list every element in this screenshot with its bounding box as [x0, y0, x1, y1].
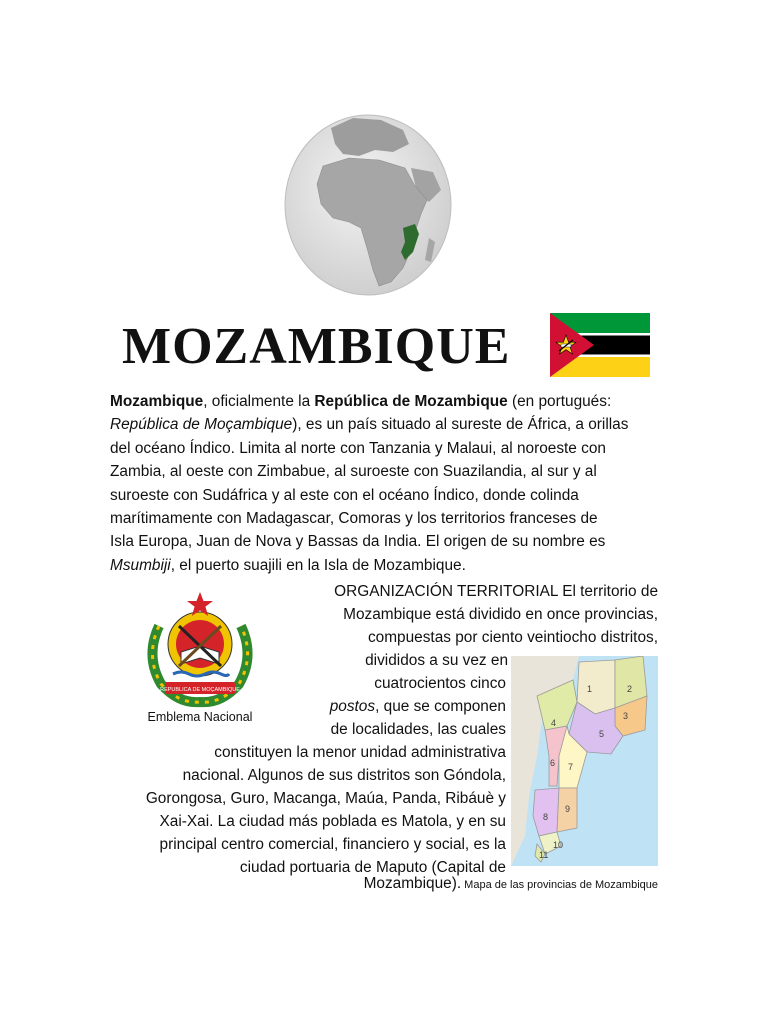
- org-line: Mozambique está dividido en once provincias,: [343, 606, 658, 623]
- org-last-line: Mozambique). Mapa de las provincias de Mozambique: [363, 875, 658, 892]
- org-line: ORGANIZACIÓN TERRITORIAL El territorio de: [334, 583, 658, 600]
- map-label: 6: [550, 758, 556, 768]
- map-label: 10: [553, 840, 564, 850]
- globe-map-image: [283, 110, 453, 300]
- intro-line: Zambia, al oeste con Zimbabue, al suroeste con Suazilandia, al sur y al: [110, 463, 597, 481]
- org-line: cuatrocientos cinco: [374, 675, 506, 692]
- portuguese-name: República de Moçambique: [110, 416, 293, 434]
- intro-line: suroeste con Sudáfrica y al este con el océano Índico, donde colinda: [110, 486, 579, 504]
- org-line: ciudad portuaria de Maputo (Capital de: [239, 859, 506, 876]
- map-label: 3: [623, 711, 629, 721]
- emblem-caption: Emblema Nacional: [147, 710, 253, 724]
- org-line: compuestas por ciento veintiocho distritos,: [367, 629, 658, 646]
- intro-line: Isla Europa, Juan de Nova y Bassas da India. El origen de su nombre es: [110, 533, 606, 551]
- mozambique-flag-image: [550, 313, 650, 377]
- intro-line: del océano Índico. Limita al norte con Tanzania y Malaui, al noroeste con: [110, 439, 606, 457]
- org-line: constituyen la menor unidad administrativa: [214, 744, 506, 761]
- postos-term: postos: [329, 698, 376, 715]
- org-line: postos, que se componen: [329, 698, 506, 715]
- map-caption: Mapa de las provincias de Mozambique: [461, 879, 658, 891]
- org-line: principal centro comercial, financiero y social, es la: [159, 836, 506, 853]
- page-title: MOZAMBIQUE: [122, 318, 511, 375]
- map-label: 7: [568, 762, 574, 772]
- intro-line: marítimamente con Madagascar, Comoras y los territorios franceses de: [110, 510, 598, 528]
- org-line: Gorongosa, Guro, Macanga, Maúa, Panda, Ribáuè y: [145, 790, 506, 807]
- country-name: Mozambique: [110, 393, 204, 410]
- emblem-ribbon-text: REPUBLICA DE MOÇAMBIQUE: [160, 687, 240, 693]
- map-label: 8: [543, 812, 549, 822]
- official-name: República de Mozambique: [314, 393, 508, 410]
- provinces-map-image: [511, 656, 658, 866]
- org-line: Xai-Xai. La ciudad más poblada es Matola, y en su: [159, 813, 506, 830]
- msumbiji-term: Msumbiji: [110, 556, 171, 574]
- map-label: 11: [539, 850, 549, 860]
- map-label: 5: [599, 729, 605, 739]
- intro-paragraph: Mozambique, oficialmente la República de Mozambique (en portugués: República de Moçambique), es un país situado al sureste de África, a orillas del océano Índico. Limita al norte con Tanzania y Malaui, al noroeste con Zambia, al oeste con Zimbabue, al suroeste con Suazilandia, al sur y al suroeste con Sudáfrica y al este con el océano Índico, donde colinda marítimamente con Madagascar, Comoras y los territorios franceses de Isla Europa, Juan de Nova y Bassas da India. El origen de su nombre es Msumbiji, el puerto suajili en la Isla de Mozambique.: [110, 390, 658, 577]
- national-emblem-image: [139, 586, 261, 708]
- map-label: 9: [565, 804, 571, 814]
- map-label: 1: [587, 684, 593, 694]
- org-line: divididos a su vez en: [365, 652, 508, 669]
- org-line: de localidades, las cuales: [330, 721, 506, 738]
- org-line: nacional. Algunos de sus distritos son Góndola,: [182, 767, 506, 784]
- map-label: 2: [627, 684, 633, 694]
- map-label: 4: [551, 718, 557, 728]
